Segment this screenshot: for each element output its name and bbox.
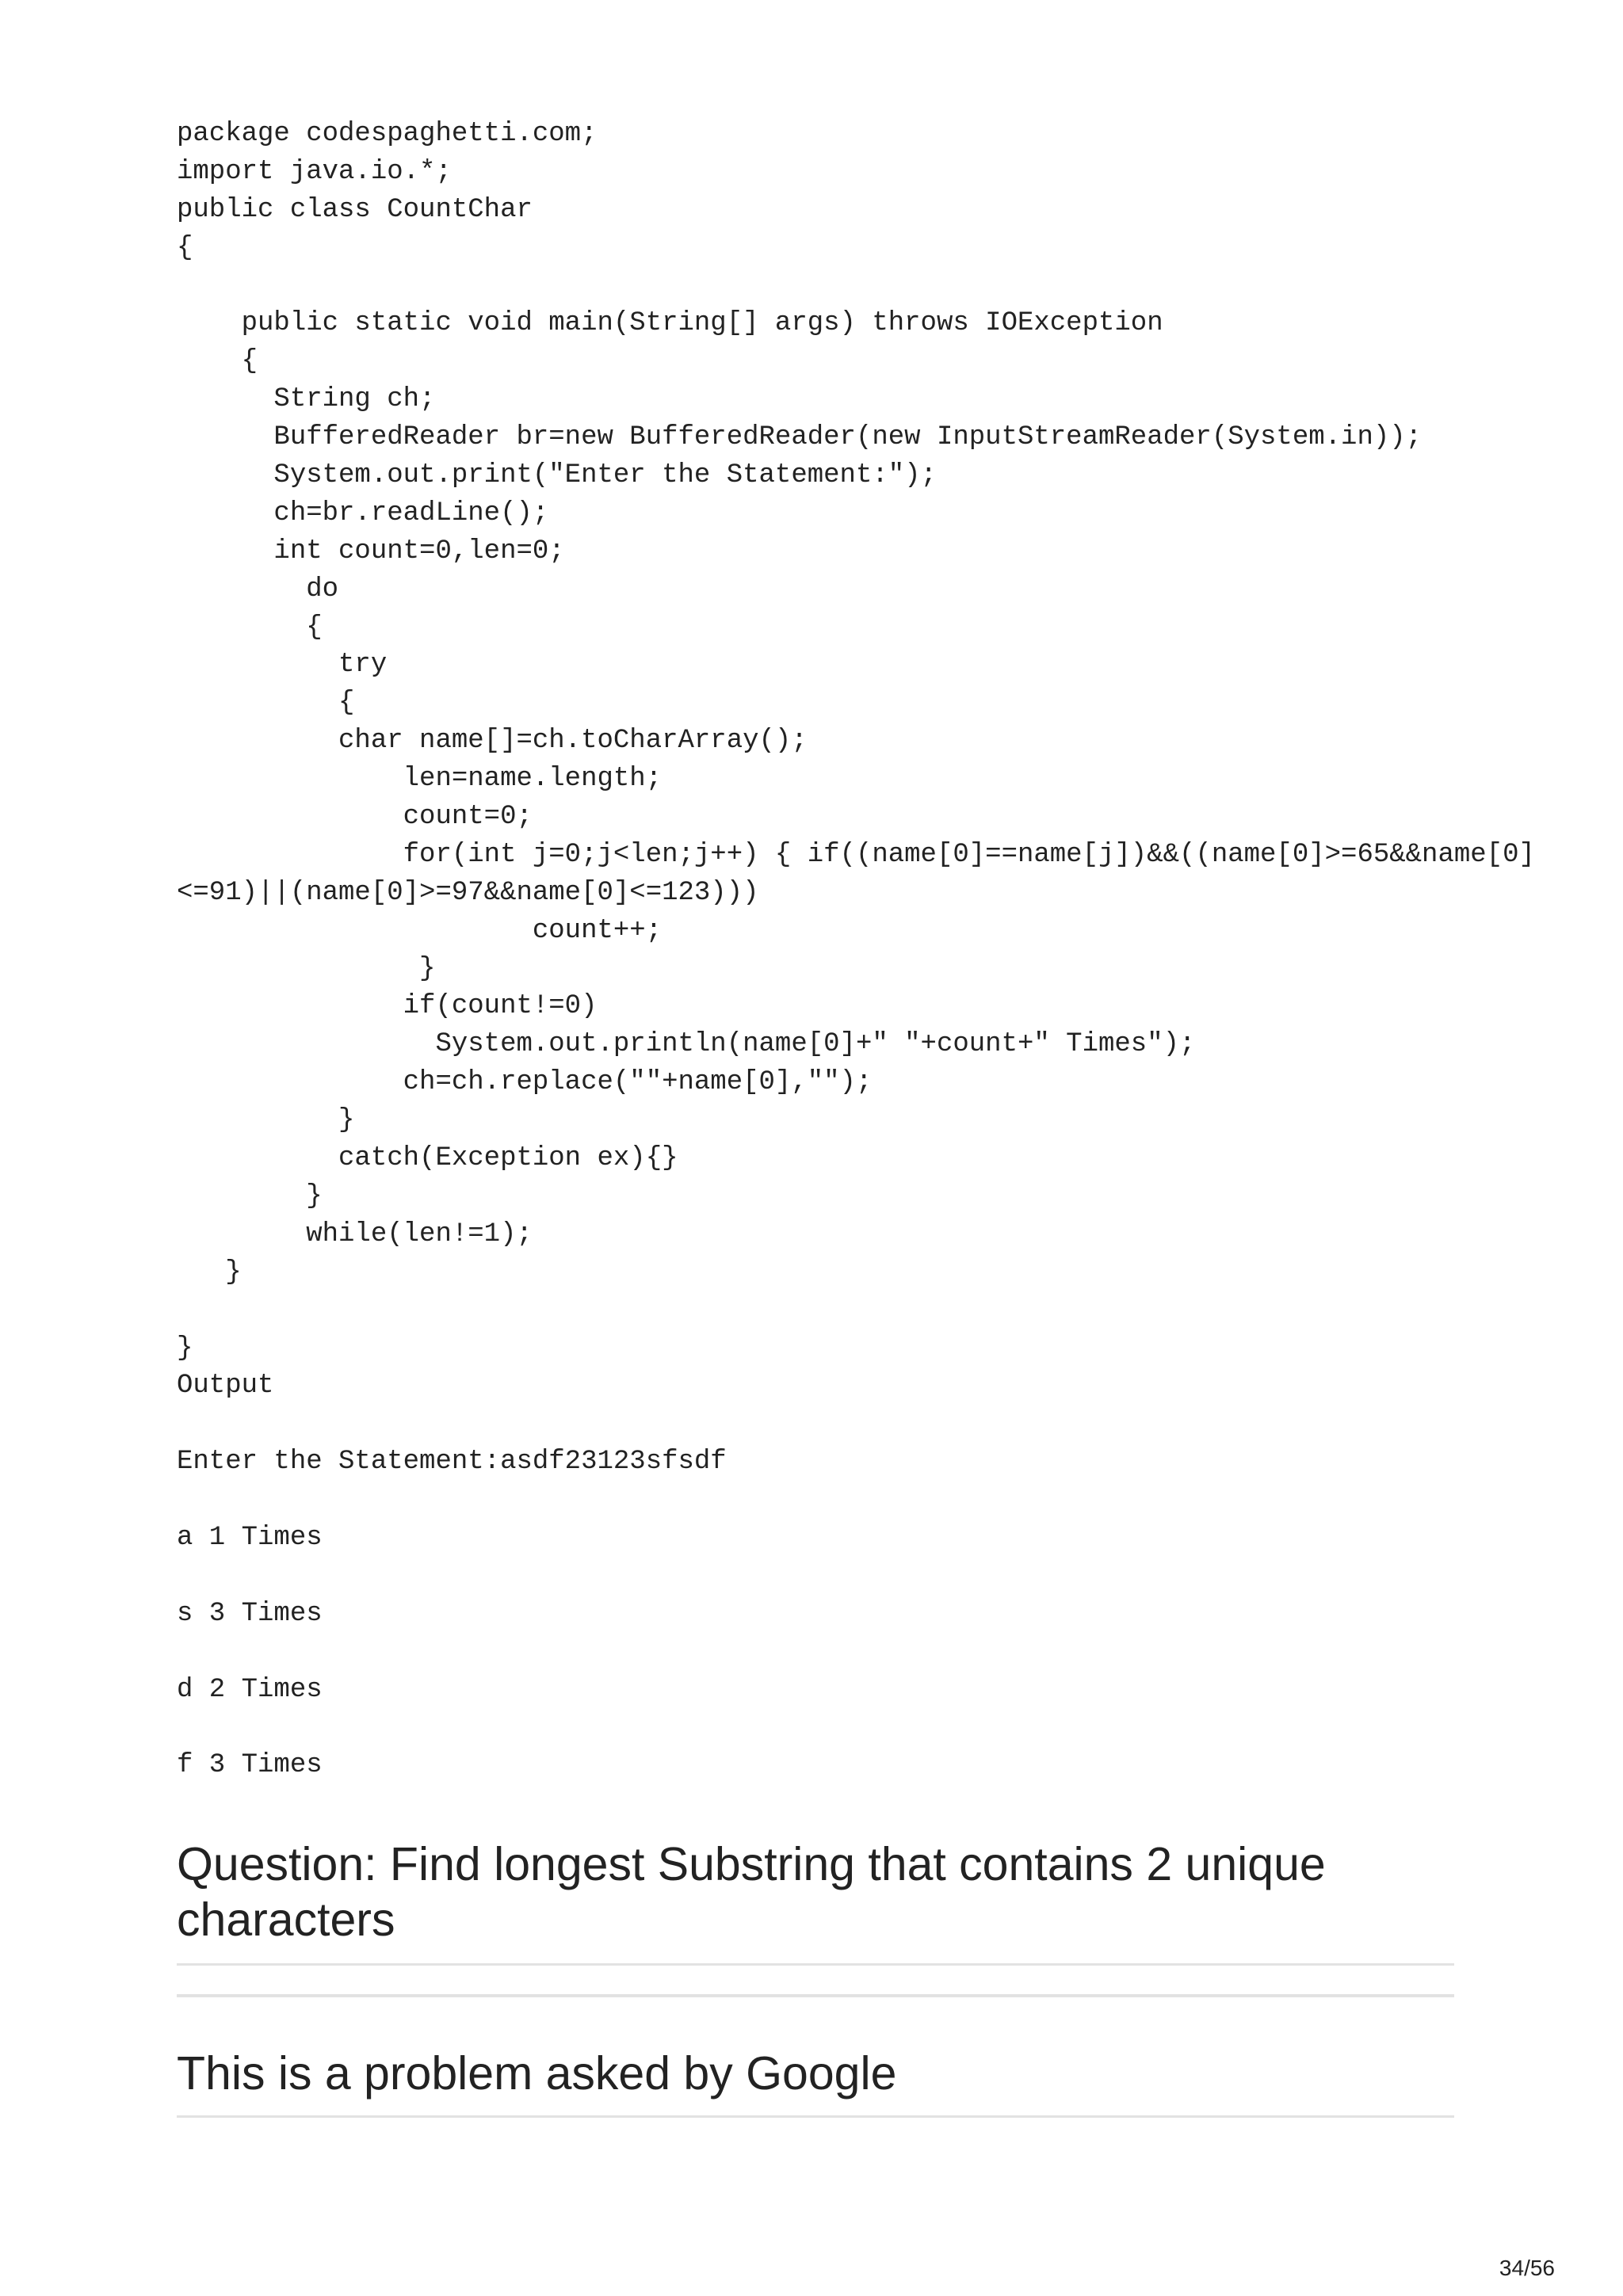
code-line: count=0; <box>177 802 533 833</box>
code-line: while(len!=1); <box>177 1219 533 1249</box>
code-line: { <box>177 612 323 643</box>
code-line: public static void main(String[] args) throws IOException <box>177 308 1163 339</box>
code-line <box>177 1405 1461 1444</box>
code-line: { <box>177 688 355 719</box>
code-line: String ch; <box>177 384 436 415</box>
horizontal-divider <box>177 1994 1454 1997</box>
code-line: len=name.length; <box>177 764 663 795</box>
code-line: catch(Exception ex){} <box>177 1143 678 1174</box>
code-block <box>177 116 1535 1785</box>
code-line: } <box>177 953 436 984</box>
code-line: } <box>177 1180 323 1211</box>
heading-underline <box>177 1963 1454 1966</box>
code-line: public class CountChar <box>177 194 533 225</box>
code-line: { <box>177 346 258 377</box>
code-line: d 2 Times <box>177 1674 323 1705</box>
question-heading: Question: Find longest Substring that contains 2 unique characters <box>177 1838 1326 1946</box>
code-line: <=91)||(name[0]>=97&&name[0]<=123))) <box>177 877 759 908</box>
code-line: f 3 Times <box>177 1750 323 1781</box>
code-line <box>177 1482 1461 1520</box>
code-line: count++; <box>177 915 663 946</box>
code-line: Output <box>177 1371 274 1402</box>
code-line <box>177 1292 1461 1330</box>
code-line: } <box>177 1105 355 1136</box>
code-line: s 3 Times <box>177 1598 323 1629</box>
code-line: } <box>177 1333 193 1363</box>
heading-underline <box>177 2115 1454 2118</box>
code-line <box>177 1634 1461 1672</box>
code-line: Enter the Statement:asdf23123sfsdf <box>177 1447 727 1478</box>
code-line: package codespaghetti.com; <box>177 119 598 149</box>
code-line: } <box>177 1257 242 1287</box>
code-line <box>177 268 1461 306</box>
code-line: ch=ch.replace(""+name[0],""); <box>177 1067 873 1098</box>
code-line: try <box>177 650 388 681</box>
google-heading: This is a problem asked by Google <box>177 2047 897 2100</box>
code-line <box>177 1709 1461 1747</box>
code-line <box>177 1558 1461 1596</box>
code-line: char name[]=ch.toCharArray(); <box>177 726 808 757</box>
code-line: BufferedReader br=new BufferedReader(new InputStreamReader(System.in)); <box>177 422 1423 453</box>
code-line: { <box>177 232 193 263</box>
code-line: System.out.print("Enter the Statement:"); <box>177 460 937 491</box>
code-line: System.out.println(name[0]+" "+count+" Times"); <box>177 1029 1196 1060</box>
code-line: int count=0,len=0; <box>177 536 565 566</box>
page-number: 34/56 <box>1499 2256 1555 2280</box>
code-line: if(count!=0) <box>177 991 598 1022</box>
code-line: do <box>177 574 339 605</box>
code-line: a 1 Times <box>177 1522 323 1553</box>
code-line: import java.io.*; <box>177 156 452 187</box>
code-line: ch=br.readLine(); <box>177 498 549 528</box>
code-line: for(int j=0;j<len;j++) { if((name[0]==name[j])&&((name[0]>=65&&name[0] <box>177 839 1535 870</box>
